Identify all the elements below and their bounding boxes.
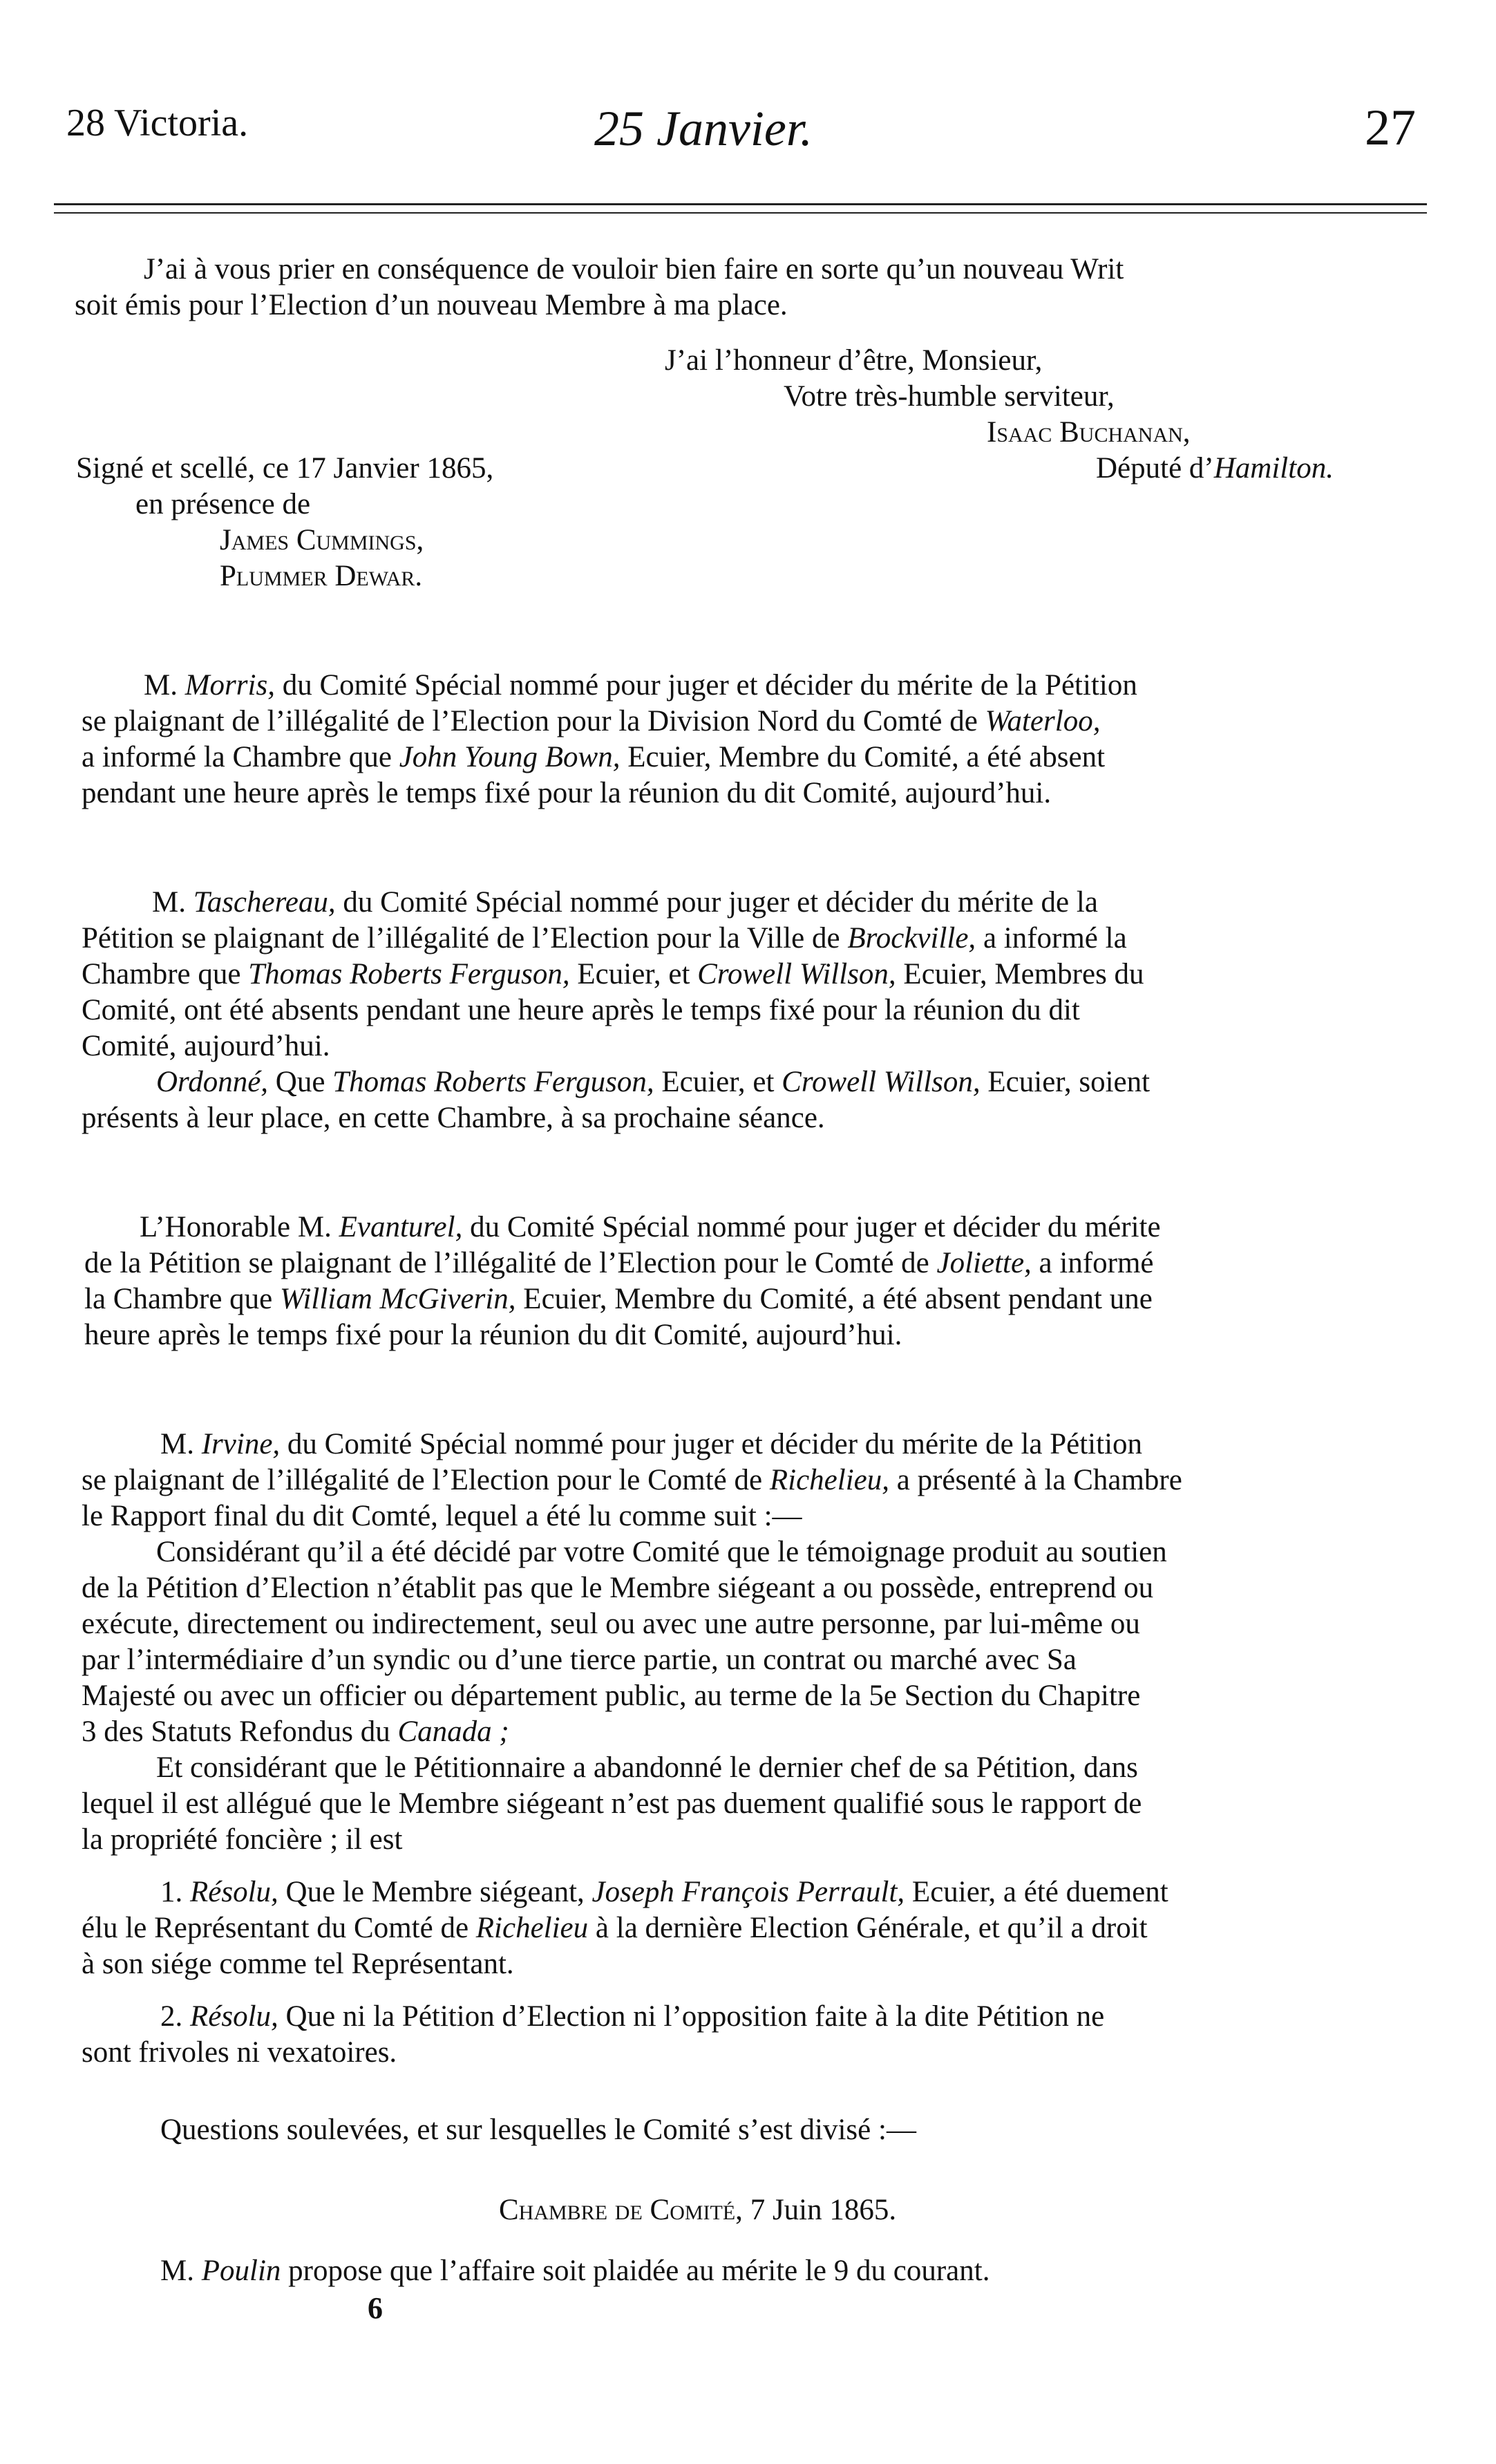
para-irvine-line: de la Pétition d’Election n’établit pas que le Membre siégeant a ou possède, entreprend ou bbox=[82, 1572, 1154, 1604]
para-irvine-line: Considérant qu’il a été décidé par votre Comité que le témoignage produit au soutien bbox=[156, 1536, 1167, 1568]
letter-witness: James Cummings, bbox=[220, 524, 424, 556]
page-number: 27 bbox=[1365, 100, 1416, 156]
para-taschereau-line: Comité, ont été absents pendant une heure après le temps fixé pour la réunion du dit bbox=[82, 994, 1080, 1026]
para-irvine-line: Et considérant que le Pétitionnaire a abandonné le dernier chef de sa Pétition, dans bbox=[156, 1751, 1138, 1784]
para-morris-line: a informé la Chambre que John Young Bown, Ecuier, Membre du Comité, a été absent bbox=[82, 741, 1106, 773]
letter-presence: en présence de bbox=[135, 488, 311, 520]
resolution-1-line: élu le Représentant du Comté de Richelieu à la dernière Election Générale, et qu’il a droit bbox=[82, 1912, 1148, 1944]
motion-line: M. Poulin propose que l’affaire soit plaidée au mérite le 9 du courant. bbox=[160, 2255, 990, 2287]
para-irvine-line: la propriété foncière ; il est bbox=[82, 1823, 403, 1856]
resolution-1-line: à son siége comme tel Représentant. bbox=[82, 1948, 514, 1980]
header-date: 25 Janvier. bbox=[594, 101, 813, 156]
letter-signed: Signé et scellé, ce 17 Janvier 1865, bbox=[76, 452, 494, 485]
para-taschereau-line: présents à leur place, en cette Chambre, à sa prochaine séance. bbox=[82, 1102, 825, 1134]
para-irvine-line: le Rapport final du dit Comté, lequel a été lu comme suit :— bbox=[82, 1500, 802, 1532]
para-evanturel-line: de la Pétition se plaignant de l’illégalité de l’Election pour le Comté de Joliette, a informé bbox=[84, 1247, 1154, 1279]
letter-witness: Plummer Dewar. bbox=[220, 560, 423, 592]
para-irvine-line: M. Irvine, du Comité Spécial nommé pour juger et décider du mérite de la Pétition bbox=[160, 1428, 1143, 1460]
letter-closing: Votre très-humble serviteur, bbox=[784, 380, 1115, 413]
para-irvine-line: par l’intermédiaire d’un syndic ou d’une tierce partie, un contrat ou marché avec Sa bbox=[82, 1644, 1077, 1676]
signature-mark: 6 bbox=[368, 2291, 383, 2325]
header-rule-bottom bbox=[54, 212, 1427, 214]
para-taschereau-line: M. Taschereau, du Comité Spécial nommé pour juger et décider du mérite de la bbox=[152, 886, 1098, 919]
para-evanturel-line: la Chambre que William McGiverin, Ecuier, Membre du Comité, a été absent pendant une bbox=[84, 1283, 1153, 1315]
resolution-2-line: sont frivoles ni vexatoires. bbox=[82, 2036, 397, 2069]
header-rule-top bbox=[54, 203, 1427, 205]
para-morris-line: M. Morris, du Comité Spécial nommé pour juger et décider du mérite de la Pétition bbox=[144, 669, 1137, 702]
para-irvine-line: lequel il est allégué que le Membre siégeant n’est pas duement qualifié sous le rapport de bbox=[82, 1787, 1142, 1820]
para-evanturel-line: L’Honorable M. Evanturel, du Comité Spécial nommé pour juger et décider du mérite bbox=[140, 1211, 1161, 1243]
para-taschereau-order: Ordonné, Que Thomas Roberts Ferguson, Ecuier, et Crowell Willson, Ecuier, soient bbox=[156, 1066, 1151, 1098]
para-irvine-line: exécute, directement ou indirectement, seul ou avec une autre personne, par lui-même ou bbox=[82, 1608, 1140, 1640]
para-irvine-line: Majesté ou avec un officier ou département public, au terme de la 5e Section du Chapitre bbox=[82, 1680, 1141, 1712]
questions-heading: Questions soulevées, et sur lesquelles le Comité s’est divisé :— bbox=[160, 2114, 916, 2146]
para-taschereau-line: Chambre que Thomas Roberts Ferguson, Ecuier, et Crowell Willson, Ecuier, Membres du bbox=[82, 958, 1144, 990]
para-taschereau-line: Pétition se plaignant de l’illégalité de l’Election pour la Ville de Brockville, a informé la bbox=[82, 922, 1127, 954]
para-evanturel-line: heure après le temps fixé pour la réunion du dit Comité, aujourd’hui. bbox=[84, 1319, 902, 1351]
letter-line: J’ai à vous prier en conséquence de vouloir bien faire en sorte qu’un nouveau Writ bbox=[144, 253, 1124, 285]
committee-date: Chambre de Comité, 7 Juin 1865. bbox=[499, 2194, 897, 2226]
para-taschereau-line: Comité, aujourd’hui. bbox=[82, 1030, 330, 1062]
para-irvine-line: 3 des Statuts Refondus du Canada ; bbox=[82, 1715, 509, 1748]
para-irvine-line: se plaignant de l’illégalité de l’Election pour le Comté de Richelieu, a présenté à la Chambre bbox=[82, 1464, 1182, 1496]
resolution-2: 2. Résolu, Que ni la Pétition d’Election ni l’opposition faite à la dite Pétition ne bbox=[160, 2000, 1105, 2033]
letter-line: soit émis pour l’Election d’un nouveau Membre à ma place. bbox=[75, 289, 788, 321]
letter-closing: J’ai l’honneur d’être, Monsieur, bbox=[665, 344, 1043, 377]
header-session: 28 Victoria. bbox=[66, 102, 249, 144]
para-morris-line: pendant une heure après le temps fixé pour la réunion du dit Comité, aujourd’hui. bbox=[82, 777, 1052, 809]
resolution-1: 1. Résolu, Que le Membre siégeant, Joseph François Perrault, Ecuier, a été duement bbox=[160, 1876, 1168, 1908]
letter-signer: Isaac Buchanan, bbox=[987, 416, 1191, 449]
para-morris-line: se plaignant de l’illégalité de l’Election pour la Division Nord du Comté de Waterloo, bbox=[82, 705, 1101, 737]
letter-signer-title: Député d’Hamilton. bbox=[1096, 452, 1334, 485]
